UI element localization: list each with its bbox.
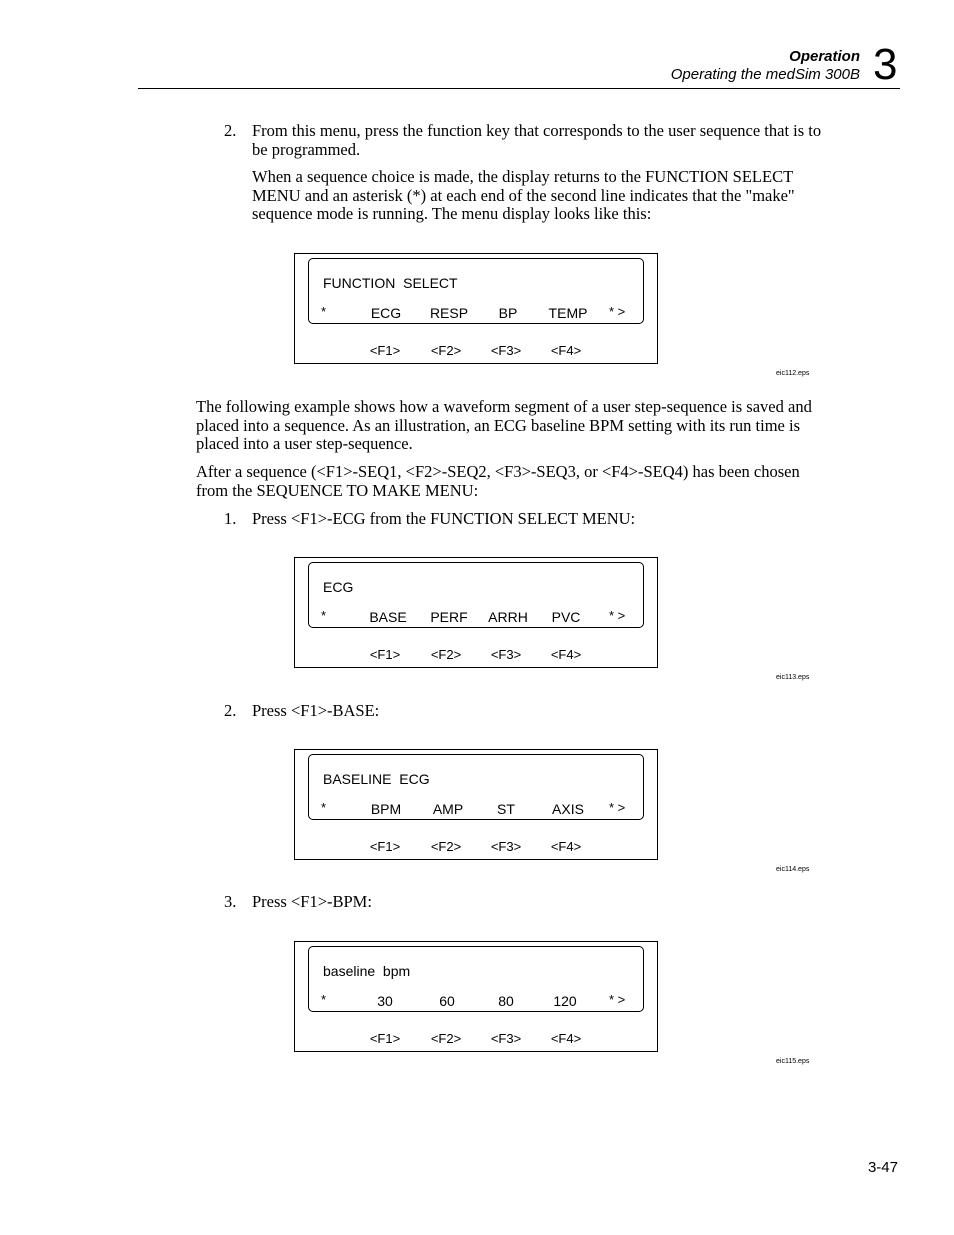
lcd-title: baseline bpm [323, 963, 411, 979]
lcd-option: ST [497, 801, 515, 817]
step-number: 3. [224, 892, 237, 911]
function-key-label: <F3> [490, 343, 522, 358]
lcd-title: FUNCTION SELECT [323, 275, 458, 291]
body-paragraph: After a sequence (<F1>-SEQ1, <F2>-SEQ2, <F3>-SEQ3, or <F4>-SEQ4) has been chosen from the SEQUENCE TO MAKE MENU: [196, 462, 800, 500]
figure-id: eic113.eps [776, 674, 810, 681]
step-number: 2. [224, 701, 237, 720]
step-followup-text: When a sequence choice is made, the display returns to the FUNCTION SELECT MENU and an asterisk (*) at each end of the second line indicates that the "make" sequence mode is running. The menu display looks like this: [252, 167, 795, 223]
step-number: 2. [224, 121, 237, 140]
lcd-option: BASE [369, 609, 407, 625]
step-text: Press <F1>-ECG from the FUNCTION SELECT MENU: [252, 509, 636, 528]
step-text: From this menu, press the function key that corresponds to the user sequence that is to be programmed. [252, 121, 822, 159]
asterisk-left: * [321, 800, 327, 815]
lcd-option: BP [498, 305, 518, 321]
asterisk-right-arrow: * > [609, 800, 626, 815]
function-key-label: <F2> [430, 343, 462, 358]
function-key-label: <F2> [430, 1031, 462, 1046]
lcd-screen [308, 562, 644, 628]
lcd-display-panel [294, 749, 658, 860]
lcd-display-panel [294, 941, 658, 1052]
lcd-title: BASELINE ECG [323, 771, 430, 787]
lcd-display-panel [294, 253, 658, 364]
header-rule [138, 88, 900, 89]
asterisk-left: * [321, 992, 327, 1007]
lcd-option: ARRH [488, 609, 528, 625]
figure-id: eic114.eps [776, 866, 810, 873]
function-key-label: <F2> [430, 839, 462, 854]
lcd-option: AMP [432, 801, 464, 817]
lcd-option: ECG [370, 305, 402, 321]
lcd-option: RESP [429, 305, 469, 321]
header-section-title: Operation [789, 48, 860, 65]
lcd-option: TEMP [548, 305, 588, 321]
function-key-label: <F1> [369, 343, 401, 358]
figure-id: eic115.eps [776, 1058, 810, 1065]
lcd-screen [308, 258, 644, 324]
asterisk-left: * [321, 304, 327, 319]
asterisk-right-arrow: * > [609, 304, 626, 319]
page-number: 3-47 [867, 1159, 898, 1176]
body-paragraph: The following example shows how a waveform segment of a user step-sequence is saved and placed into a sequence. As an illustration, an ECG baseline BPM setting with its run time is placed into a user step-sequence. [196, 397, 812, 453]
lcd-option: 120 [553, 993, 577, 1009]
lcd-option: 80 [498, 993, 514, 1009]
function-key-label: <F4> [550, 1031, 582, 1046]
function-key-label: <F3> [490, 647, 522, 662]
step-number: 1. [224, 509, 237, 528]
lcd-option: 30 [377, 993, 393, 1009]
lcd-option: PVC [551, 609, 581, 625]
figure-id: eic112.eps [776, 370, 810, 377]
lcd-option: BPM [370, 801, 402, 817]
header-subsection-title: Operating the medSim 300B [670, 66, 860, 83]
function-key-label: <F1> [369, 647, 401, 662]
function-key-label: <F1> [369, 839, 401, 854]
function-key-label: <F1> [369, 1031, 401, 1046]
lcd-option: PERF [430, 609, 468, 625]
lcd-screen [308, 754, 644, 820]
asterisk-left: * [321, 608, 327, 623]
lcd-screen [308, 946, 644, 1012]
asterisk-right-arrow: * > [609, 608, 626, 623]
lcd-title: ECG [323, 579, 354, 595]
function-key-label: <F4> [550, 343, 582, 358]
lcd-option: 60 [439, 993, 455, 1009]
function-key-label: <F3> [490, 1031, 522, 1046]
function-key-label: <F4> [550, 647, 582, 662]
step-text: Press <F1>-BASE: [252, 701, 380, 720]
lcd-option: AXIS [552, 801, 584, 817]
chapter-number: 3 [873, 40, 898, 89]
step-text: Press <F1>-BPM: [252, 892, 372, 911]
function-key-label: <F2> [430, 647, 462, 662]
function-key-label: <F3> [490, 839, 522, 854]
lcd-display-panel [294, 557, 658, 668]
function-key-label: <F4> [550, 839, 582, 854]
asterisk-right-arrow: * > [609, 992, 626, 1007]
